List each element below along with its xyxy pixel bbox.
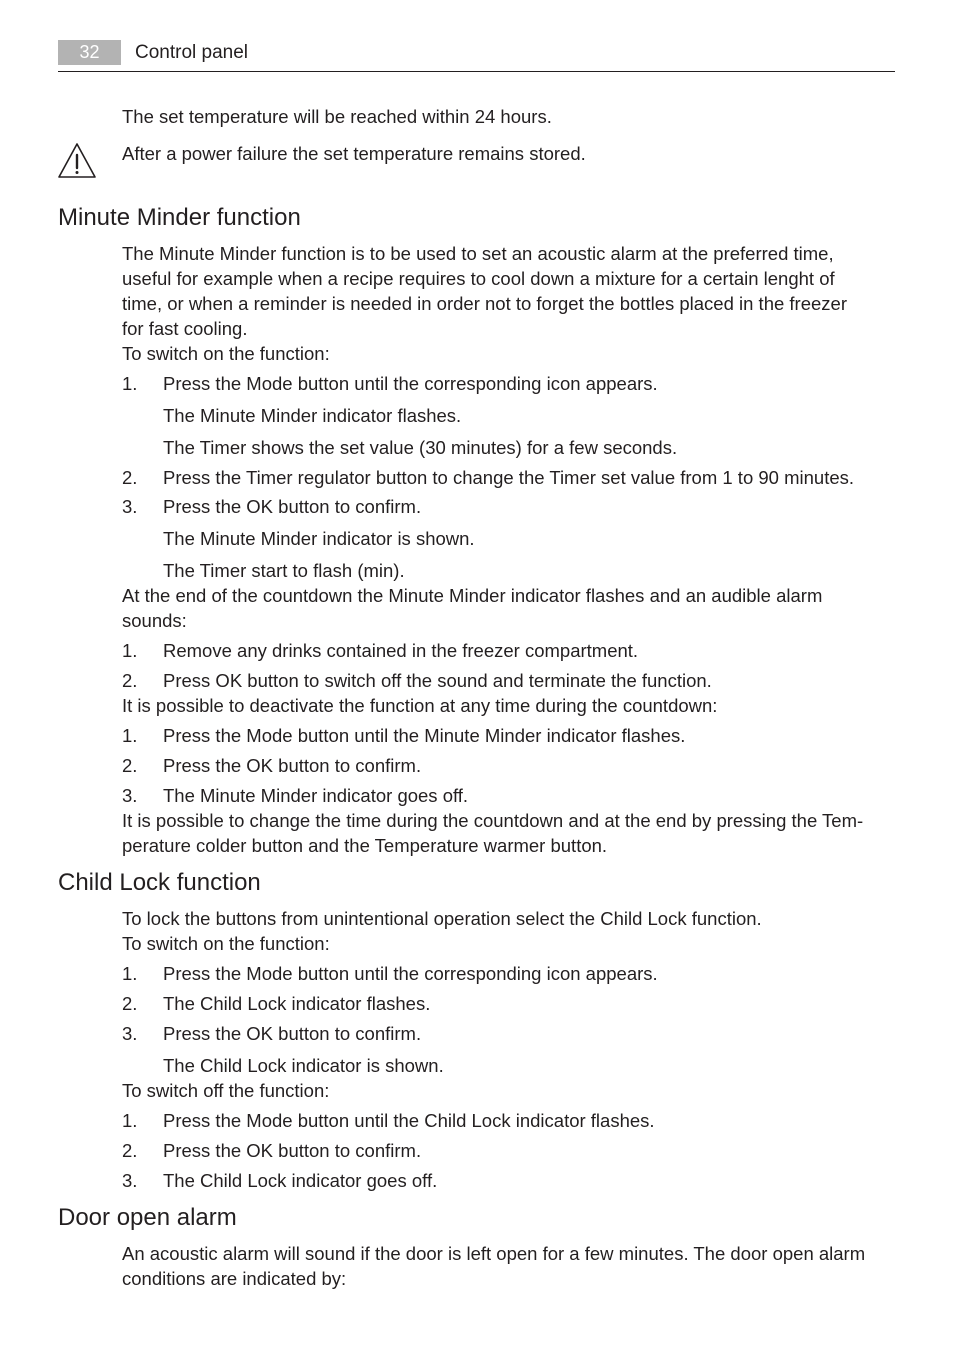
list-text: Press the Timer regulator button to change the Timer set value from 1 to 90 minutes.	[163, 467, 855, 488]
step-note: The Minute Minder indicator is shown.	[163, 528, 475, 549]
list-text: The Minute Minder indicator goes off.	[163, 785, 469, 806]
list-number: 2.	[122, 993, 138, 1014]
intro-line-1: The set temperature will be reached within 24 hours.	[122, 106, 552, 127]
child-lock-heading: Child Lock function	[58, 869, 261, 896]
list-number: 1.	[122, 963, 138, 984]
list-text: Press the Mode button until the corresponding icon appears.	[163, 963, 658, 984]
list-text: Press the Mode button until the Minute Minder indicator flashes.	[163, 725, 686, 746]
paragraph-line: To switch on the function:	[122, 933, 330, 954]
paragraph-line: conditions are indicated by:	[122, 1268, 347, 1289]
list-text: Press the OK button to confirm.	[163, 1023, 422, 1044]
list-number: 3.	[122, 1023, 138, 1044]
minute-minder-heading: Minute Minder function	[58, 204, 301, 231]
paragraph-line: time, or when a reminder is needed in order not to forget the bottles placed in the freezer	[122, 293, 847, 314]
paragraph-line: for fast cooling.	[122, 318, 248, 339]
intro-line-2: After a power failure the set temperature remains stored.	[122, 143, 586, 164]
list-text: Press the OK button to confirm.	[163, 496, 422, 517]
step-note: The Timer shows the set value (30 minutes) for a few seconds.	[163, 437, 678, 458]
paragraph-line: An acoustic alarm will sound if the door is left open for a few minutes. The door open alarm	[122, 1243, 866, 1264]
list-number: 3.	[122, 785, 138, 806]
list-text: Press the OK button to confirm.	[163, 755, 422, 776]
list-number: 2.	[122, 1140, 138, 1161]
list-number: 1.	[122, 373, 138, 394]
page-header	[58, 40, 895, 72]
page-number: 32	[58, 40, 121, 65]
paragraph-line: It is possible to deactivate the function at any time during the countdown:	[122, 695, 718, 716]
list-number: 2.	[122, 467, 138, 488]
paragraph-line: At the end of the countdown the Minute Minder indicator flashes and an audible alarm	[122, 585, 823, 606]
list-text: Remove any drinks contained in the freezer compartment.	[163, 640, 639, 661]
list-text: Press the OK button to confirm.	[163, 1140, 422, 1161]
paragraph-line: useful for example when a recipe requires to cool down a mixture for a certain lenght of	[122, 268, 835, 289]
paragraph-line: To lock the buttons from unintentional operation select the Child Lock function.	[122, 908, 762, 929]
paragraph-line: The Minute Minder function is to be used to set an acoustic alarm at the preferred time,	[122, 243, 834, 264]
list-number: 1.	[122, 1110, 138, 1131]
list-text: The Child Lock indicator flashes.	[163, 993, 431, 1014]
door-alarm-heading: Door open alarm	[58, 1204, 237, 1231]
paragraph-line: perature colder button and the Temperature warmer button.	[122, 835, 608, 856]
list-number: 2.	[122, 755, 138, 776]
step-note: The Child Lock indicator is shown.	[163, 1055, 444, 1076]
list-number: 3.	[122, 496, 138, 517]
warning-triangle-icon	[57, 142, 97, 180]
step-note: The Minute Minder indicator flashes.	[163, 405, 462, 426]
section-title: Control panel	[135, 42, 249, 63]
list-text: The Child Lock indicator goes off.	[163, 1170, 438, 1191]
list-text: Press OK button to switch off the sound and terminate the function.	[163, 670, 712, 691]
paragraph-line: To switch off the function:	[122, 1080, 330, 1101]
paragraph-line: It is possible to change the time during the countdown and at the end by pressing the Tem-	[122, 810, 864, 831]
list-number: 1.	[122, 725, 138, 746]
step-note: The Timer start to flash (min).	[163, 560, 405, 581]
list-text: Press the Mode button until the Child Lock indicator flashes.	[163, 1110, 655, 1131]
list-number: 3.	[122, 1170, 138, 1191]
paragraph-line: sounds:	[122, 610, 187, 631]
list-text: Press the Mode button until the corresponding icon appears.	[163, 373, 658, 394]
list-number: 2.	[122, 670, 138, 691]
list-number: 1.	[122, 640, 138, 661]
paragraph-line: To switch on the function:	[122, 343, 330, 364]
